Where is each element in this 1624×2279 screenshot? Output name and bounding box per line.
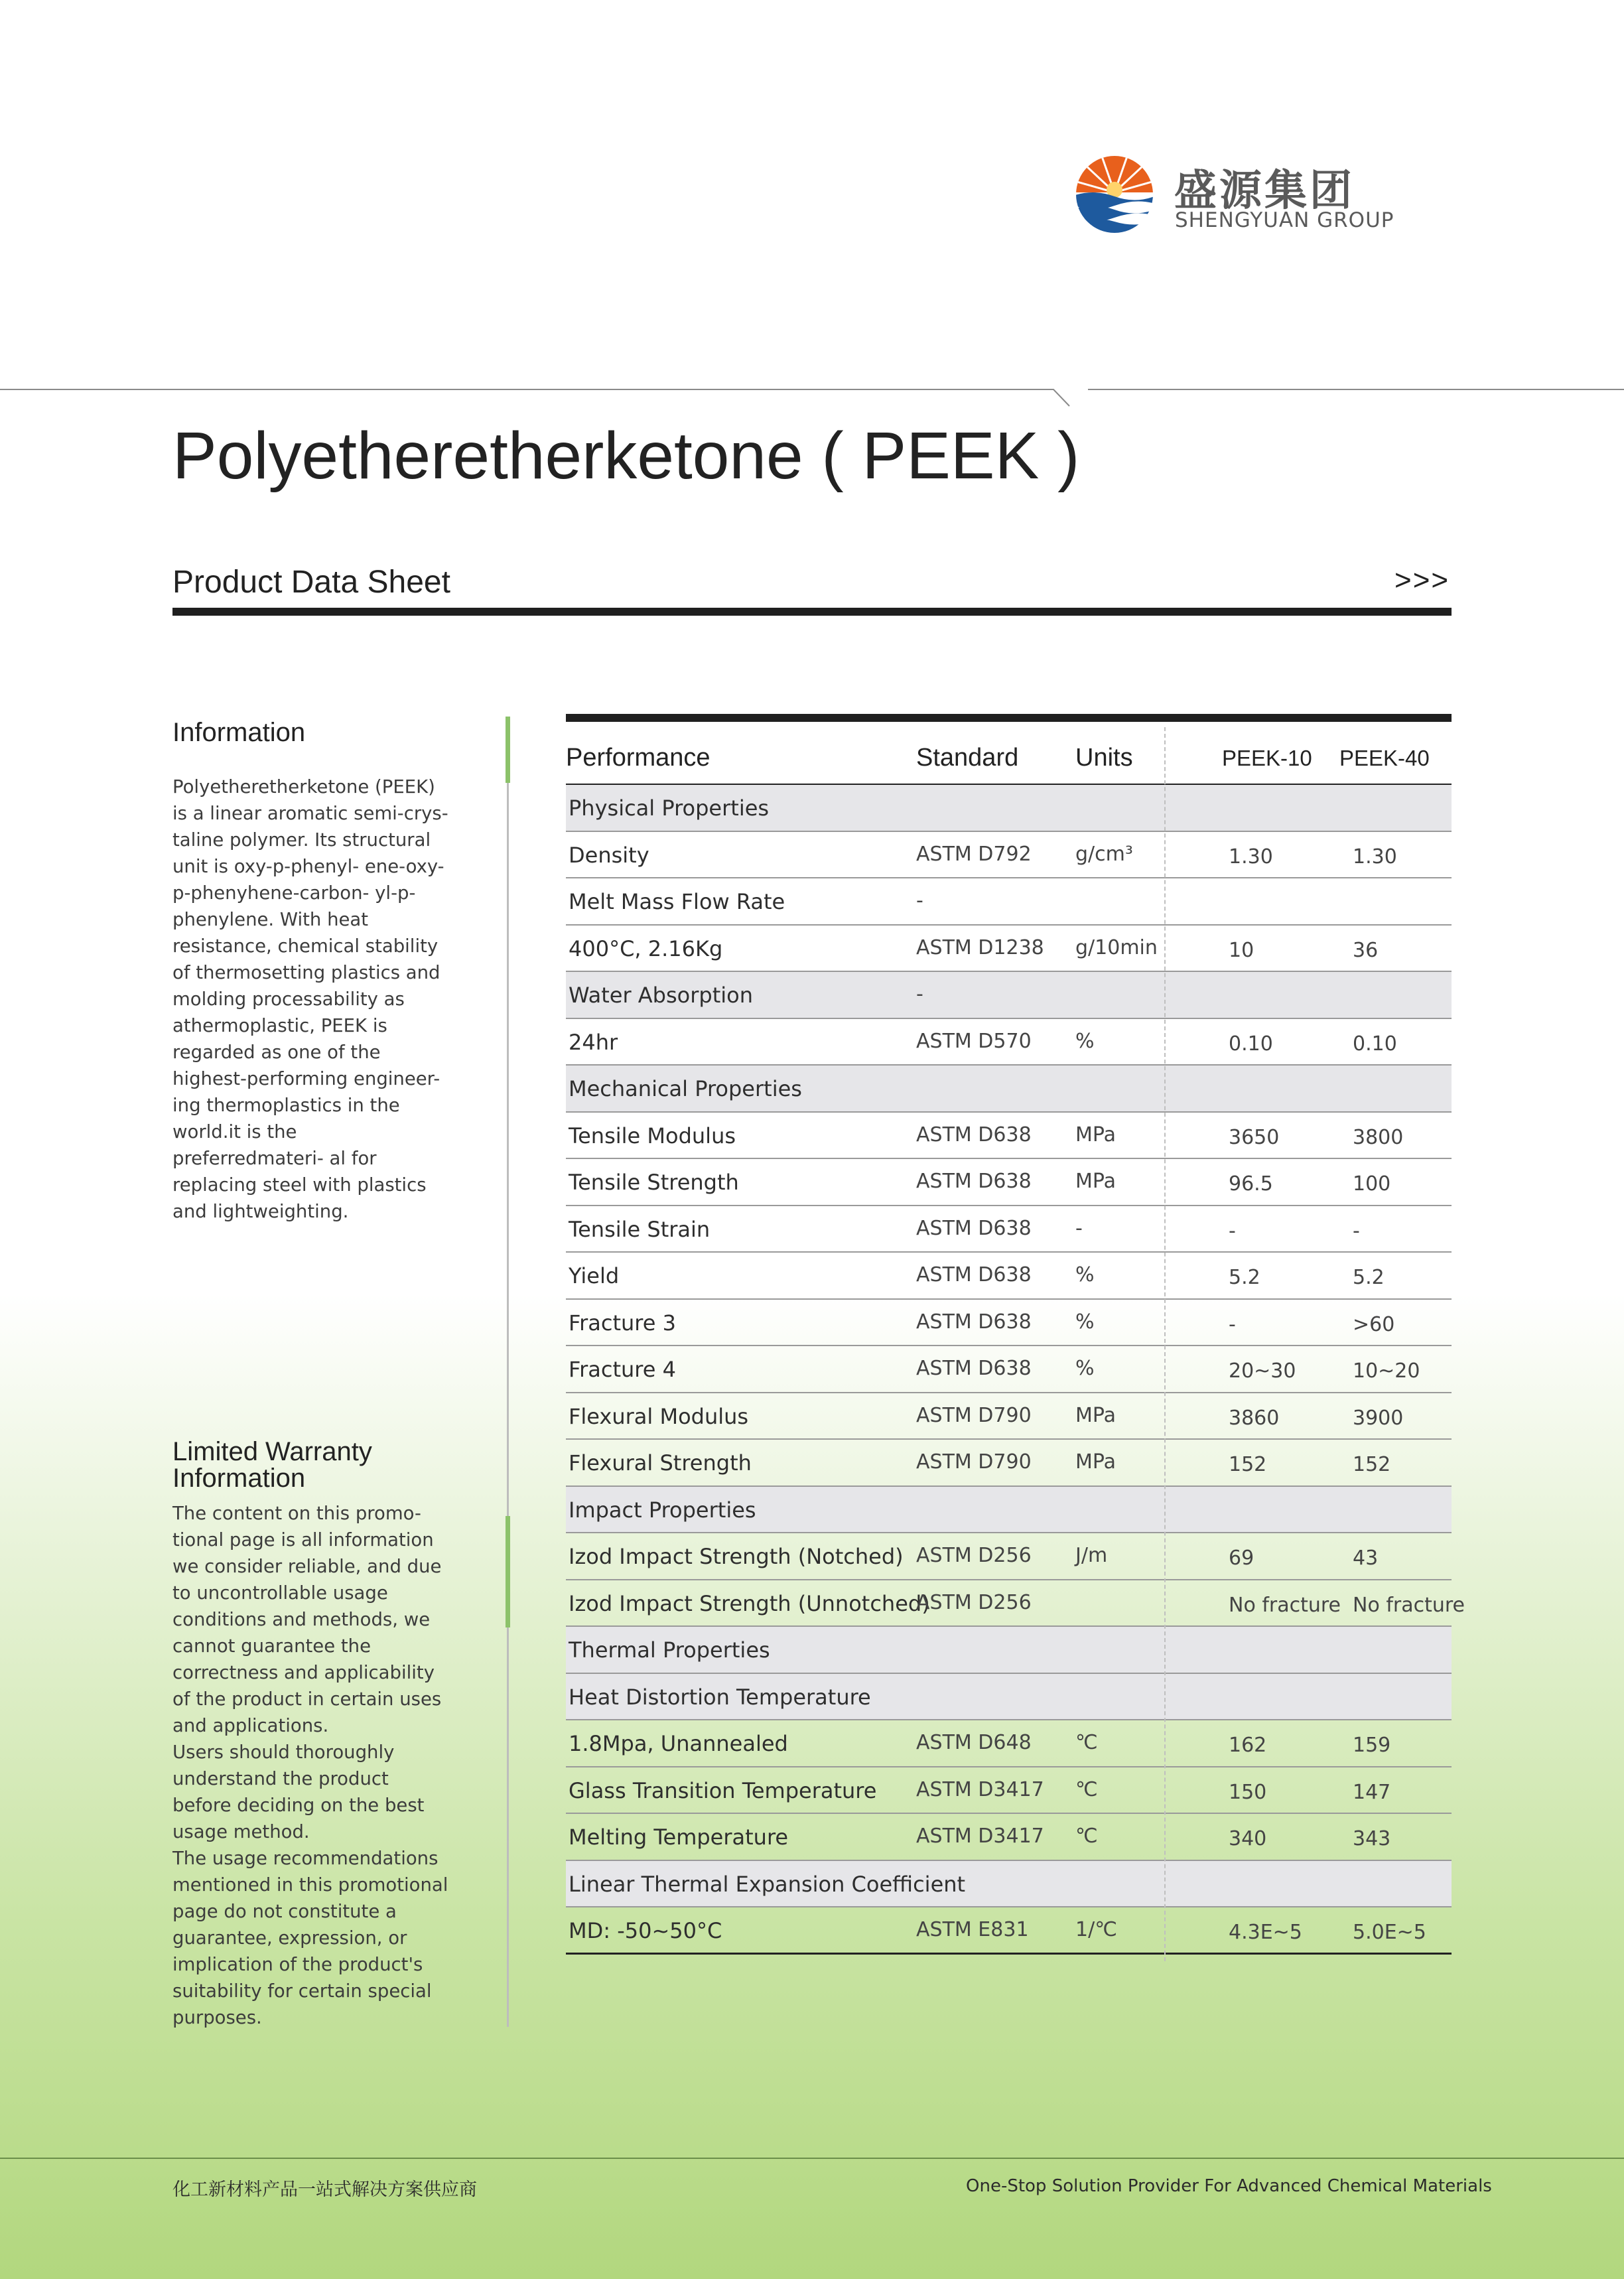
table-row bbox=[566, 1720, 1452, 1767]
cell-peek10: 69 bbox=[1229, 1547, 1254, 1570]
table-row bbox=[566, 1487, 1452, 1534]
cell-peek10: No fracture bbox=[1229, 1593, 1341, 1617]
cell-standard: ASTM D1238 bbox=[916, 935, 1044, 959]
cell-standard: ASTM D3417 bbox=[916, 1777, 1044, 1801]
cell-peek10: 10 bbox=[1229, 938, 1254, 962]
cell-performance: Melt Mass Flow Rate bbox=[569, 889, 785, 914]
cell-units: MPa bbox=[1075, 1123, 1116, 1146]
cell-standard: ASTM D638 bbox=[916, 1357, 1032, 1380]
cell-units: ℃ bbox=[1075, 1731, 1098, 1754]
table-row bbox=[566, 1533, 1452, 1580]
cell-units: MPa bbox=[1075, 1403, 1116, 1427]
table-row bbox=[566, 926, 1452, 973]
header-standard: Standard bbox=[916, 744, 1019, 772]
cell-standard: - bbox=[916, 983, 923, 1006]
cell-performance: Izod Impact Strength (Unnotched) bbox=[569, 1590, 930, 1616]
cell-peek40: 1.30 bbox=[1353, 845, 1397, 868]
cell-performance: Izod Impact Strength (Notched) bbox=[569, 1544, 904, 1569]
cell-standard: ASTM E831 bbox=[916, 1918, 1029, 1941]
cell-performance: Thermal Properties bbox=[569, 1637, 770, 1663]
cell-peek40: 159 bbox=[1353, 1734, 1391, 1757]
cell-performance: 400°C, 2.16Kg bbox=[569, 935, 723, 961]
table-row bbox=[566, 1066, 1452, 1113]
cell-performance: Flexural Strength bbox=[569, 1450, 752, 1476]
subtitle-rule bbox=[172, 608, 1452, 616]
header-peek10: PEEK-10 bbox=[1222, 746, 1312, 770]
cell-standard: ASTM D3417 bbox=[916, 1825, 1044, 1848]
cell-peek10: - bbox=[1229, 1219, 1236, 1243]
table-row bbox=[566, 1580, 1465, 1627]
cell-standard: ASTM D638 bbox=[916, 1263, 1032, 1286]
cell-performance: Tensile Strength bbox=[569, 1170, 739, 1195]
table-row bbox=[566, 1627, 1452, 1674]
cell-standard: ASTM D648 bbox=[916, 1731, 1032, 1754]
cell-peek40: 5.2 bbox=[1353, 1266, 1385, 1289]
cell-units: 1/℃ bbox=[1075, 1918, 1117, 1941]
warranty-paragraph: Users should thoroughly understand the product before deciding on the best usage method. bbox=[172, 1742, 425, 1842]
cell-peek10: 150 bbox=[1229, 1780, 1267, 1804]
cell-peek10: 3650 bbox=[1229, 1125, 1280, 1149]
cell-peek40: No fracture bbox=[1353, 1593, 1465, 1617]
cell-standard: ASTM D638 bbox=[916, 1310, 1032, 1334]
cell-peek40: 5.0E~5 bbox=[1353, 1921, 1426, 1944]
table-row bbox=[566, 1393, 1452, 1440]
cell-peek10: 4.3E~5 bbox=[1229, 1921, 1302, 1944]
cell-peek40: >60 bbox=[1353, 1312, 1395, 1336]
information-heading: Information bbox=[172, 718, 306, 747]
table-row bbox=[566, 832, 1452, 879]
header-peek40: PEEK-40 bbox=[1339, 746, 1430, 770]
cell-peek40: 36 bbox=[1353, 938, 1379, 962]
cell-peek40: 3900 bbox=[1353, 1406, 1404, 1430]
table-row bbox=[566, 1907, 1452, 1955]
table-row bbox=[566, 1300, 1452, 1347]
cell-units: % bbox=[1075, 1029, 1095, 1053]
cell-standard: ASTM D256 bbox=[916, 1544, 1032, 1567]
company-logo bbox=[1071, 151, 1456, 238]
cell-peek40: 43 bbox=[1353, 1547, 1379, 1570]
cell-peek10: 0.10 bbox=[1229, 1032, 1273, 1056]
cell-peek40: 10~20 bbox=[1353, 1359, 1420, 1383]
cell-performance: Linear Thermal Expansion Coefficient bbox=[569, 1871, 966, 1897]
forward-arrows-icon: >>> bbox=[1394, 564, 1450, 596]
warranty-paragraph: The usage recommendations mentioned in this promotional page do not constitute a guarantee, expression, or implication of the product's suitability for certain special purposes. bbox=[172, 1848, 448, 2028]
accent-bar bbox=[506, 717, 510, 783]
cell-peek10: 162 bbox=[1229, 1734, 1267, 1757]
cell-performance: Mechanical Properties bbox=[569, 1076, 802, 1101]
logo-text-chinese: 盛源集团 bbox=[1174, 167, 1355, 216]
cell-units: ℃ bbox=[1075, 1777, 1098, 1801]
cell-peek40: 343 bbox=[1353, 1827, 1391, 1850]
table-body bbox=[566, 785, 1465, 1955]
cell-performance: Heat Distortion Temperature bbox=[569, 1684, 871, 1710]
table-row bbox=[566, 1814, 1452, 1861]
cell-standard: ASTM D790 bbox=[916, 1450, 1032, 1474]
cell-peek40: - bbox=[1353, 1219, 1360, 1243]
cell-peek10: 3860 bbox=[1229, 1406, 1280, 1430]
warranty-heading: Limited Warranty Information bbox=[172, 1437, 372, 1493]
table-row bbox=[566, 1861, 1452, 1908]
header-units: Units bbox=[1075, 744, 1133, 772]
table-row bbox=[566, 1206, 1452, 1253]
cell-performance: Glass Transition Temperature bbox=[569, 1777, 877, 1803]
cell-peek10: - bbox=[1229, 1312, 1236, 1336]
cell-standard: ASTM D638 bbox=[916, 1216, 1032, 1240]
cell-peek40: 152 bbox=[1353, 1453, 1391, 1476]
warranty-paragraph: The content on this promo- tional page is all information we consider reliable, and due to uncontrollable usage conditions and methods, we cannot guarantee the correctness and applicability of the product in certain uses and applications. bbox=[172, 1503, 442, 1736]
header-divider bbox=[1088, 389, 1624, 390]
cell-performance: 1.8Mpa, Unannealed bbox=[569, 1731, 788, 1756]
cell-units: - bbox=[1075, 1216, 1083, 1240]
table-row bbox=[566, 878, 1452, 926]
accent-bar bbox=[506, 1516, 510, 1627]
cell-standard: - bbox=[916, 889, 923, 912]
table-top-rule bbox=[566, 714, 1452, 722]
cell-standard: ASTM D638 bbox=[916, 1170, 1032, 1193]
cell-peek40: 100 bbox=[1353, 1172, 1391, 1196]
cell-units: % bbox=[1075, 1310, 1095, 1334]
table-row bbox=[566, 972, 1452, 1019]
cell-units: MPa bbox=[1075, 1170, 1116, 1193]
cell-performance: Tensile Modulus bbox=[569, 1123, 736, 1148]
cell-peek10: 5.2 bbox=[1229, 1266, 1260, 1289]
column-divider bbox=[507, 717, 509, 2027]
cell-performance: Fracture 4 bbox=[569, 1357, 676, 1382]
table-row bbox=[566, 1019, 1452, 1066]
cell-performance: Water Absorption bbox=[569, 983, 753, 1008]
cell-units: % bbox=[1075, 1263, 1095, 1286]
cell-units: g/cm³ bbox=[1075, 842, 1133, 866]
cell-performance: Flexural Modulus bbox=[569, 1403, 749, 1429]
cell-units: % bbox=[1075, 1357, 1095, 1380]
cell-peek40: 3800 bbox=[1353, 1125, 1404, 1149]
cell-performance: Density bbox=[569, 842, 649, 868]
table-row bbox=[566, 1113, 1452, 1160]
cell-performance: Physical Properties bbox=[569, 795, 770, 821]
table-row bbox=[566, 1346, 1452, 1393]
cell-units: J/m bbox=[1075, 1544, 1108, 1567]
cell-units: g/10min bbox=[1075, 935, 1158, 959]
cell-peek10: 20~30 bbox=[1229, 1359, 1296, 1383]
information-text: Polyetheretherketone (PEEK) is a linear aromatic semi-crys- taline polymer. Its structural unit is oxy-p-phenyl- ene-oxy-p-phenyhene-carbon- yl-p-phenylene. With heat resistance, chemical stability of thermosetting plastics and molding processability as athermoplastic, PEEK is regarded as one of the highest-performing engineer- ing thermoplastics in the world.it is the preferredmateri- al for replacing steel with plastics and lightweighting. bbox=[172, 776, 448, 1222]
table-row bbox=[566, 1159, 1452, 1206]
cell-performance: MD: -50~50°C bbox=[569, 1918, 722, 1943]
cell-units: MPa bbox=[1075, 1450, 1116, 1474]
cell-performance: Fracture 3 bbox=[569, 1310, 676, 1336]
logo-text-english: SHENGYUAN GROUP bbox=[1175, 208, 1394, 232]
header-divider bbox=[0, 389, 1042, 390]
warranty-text bbox=[172, 1500, 451, 2031]
table-dashed-divider bbox=[1164, 727, 1166, 1961]
footer-tagline-english: One-Stop Solution Provider For Advanced Chemical Materials bbox=[966, 2176, 1492, 2196]
cell-performance: 24hr bbox=[569, 1029, 618, 1055]
cell-peek40: 0.10 bbox=[1353, 1032, 1397, 1056]
cell-performance: Melting Temperature bbox=[569, 1825, 789, 1850]
cell-performance: Impact Properties bbox=[569, 1497, 756, 1523]
cell-peek10: 340 bbox=[1229, 1827, 1267, 1850]
page-subtitle: Product Data Sheet bbox=[172, 565, 450, 600]
cell-performance: Tensile Strain bbox=[569, 1216, 710, 1242]
header-divider-notch bbox=[1040, 389, 1093, 415]
cell-peek10: 96.5 bbox=[1229, 1172, 1273, 1196]
cell-standard: ASTM D570 bbox=[916, 1029, 1032, 1053]
table-row bbox=[566, 1767, 1452, 1815]
table-header-row bbox=[566, 722, 1452, 786]
cell-units: ℃ bbox=[1075, 1825, 1098, 1848]
cell-peek10: 1.30 bbox=[1229, 845, 1273, 868]
header-performance: Performance bbox=[566, 744, 710, 772]
logo-emblem-icon bbox=[1071, 151, 1158, 238]
cell-peek40: 147 bbox=[1353, 1780, 1391, 1804]
page-title: Polyetheretherketone ( PEEK ) bbox=[172, 419, 1080, 493]
footer-tagline-chinese: 化工新材料产品一站式解决方案供应商 bbox=[172, 2179, 477, 2200]
cell-performance: Yield bbox=[569, 1263, 620, 1288]
cell-standard: ASTM D792 bbox=[916, 842, 1032, 866]
footer-rule bbox=[0, 2158, 1624, 2159]
cell-standard: ASTM D638 bbox=[916, 1123, 1032, 1146]
table-row bbox=[566, 1440, 1452, 1487]
table-row bbox=[566, 785, 1452, 832]
cell-peek10: 152 bbox=[1229, 1453, 1267, 1476]
table-row bbox=[566, 1674, 1452, 1721]
table-row bbox=[566, 1253, 1452, 1300]
cell-standard: ASTM D790 bbox=[916, 1403, 1032, 1427]
cell-standard: ASTM D256 bbox=[916, 1590, 1032, 1614]
